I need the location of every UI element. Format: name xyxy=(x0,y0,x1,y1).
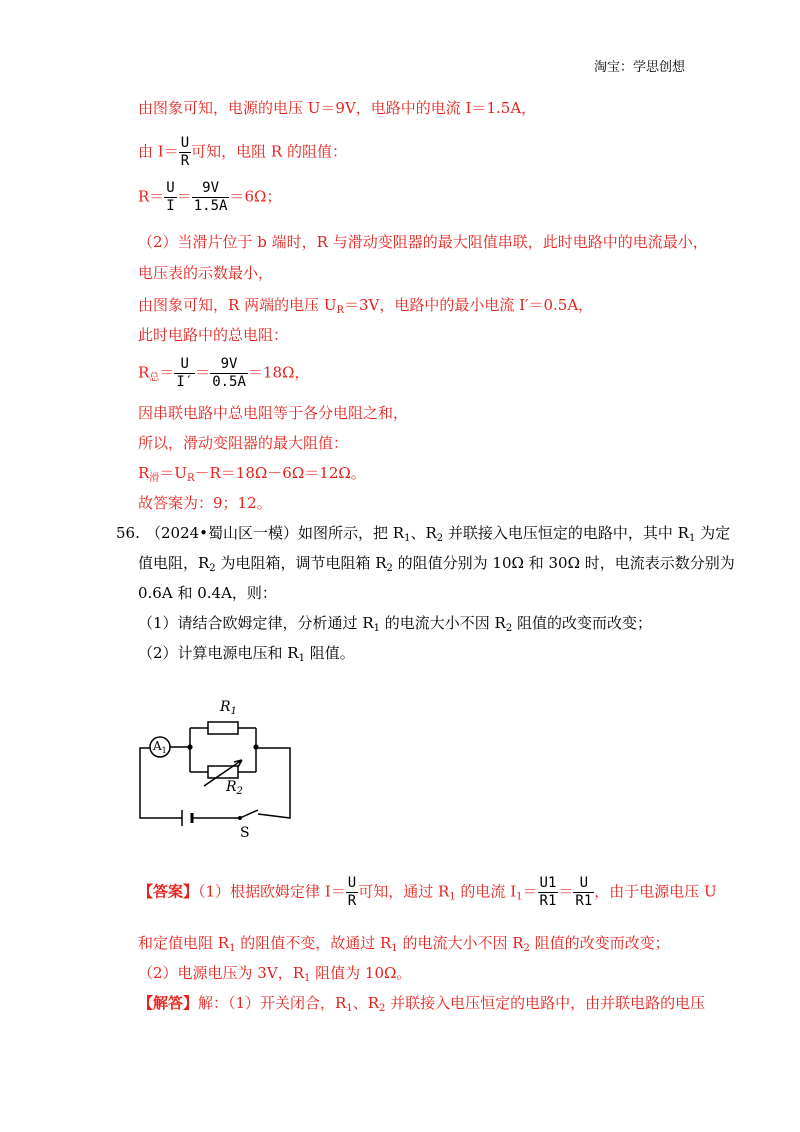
solution-line-10: 所以，滑动变阻器的最大阻值： xyxy=(138,434,349,452)
question-line-5: （2）计算电源电压和 $R_1$ 阻值。 xyxy=(138,644,355,664)
solution-line-2: 由 I＝ $\frac{U}{R}$ 可知，电阻 R 的阻值： xyxy=(138,135,347,169)
label-r1: $R_1$ xyxy=(220,699,237,717)
solution-line-9: 因串联电路中总电阻等于各分电阻之和， xyxy=(138,404,409,422)
analysis-tag: 【解答】 xyxy=(138,994,199,1012)
fraction-9v-over-0-5a: $\frac{9V}{0.5A}$ xyxy=(212,356,246,390)
answer-line-2: 和定值电阻 $R_1$ 的阻值不变，故通过 $R_1$ 的电流大小不因 $R_2$ 阻值的改变而改变； xyxy=(138,934,670,954)
answer-fraction-u-over-r: $\frac{U}{R}$ xyxy=(347,875,357,909)
question-line-4: （1）请结合欧姆定律，分析通过 $R_1$ 的电流大小不因 $R_2$ 阻值的改变而改变； xyxy=(138,614,652,634)
question-line-3: 0.6A 和 0.4A，则： xyxy=(138,584,277,602)
answer-line-3: （2）电源电压为 3V，$R_1$ 阻值为 10Ω。 xyxy=(138,964,412,984)
solution-line-7: 此时电路中的总电阻： xyxy=(138,326,289,344)
resistor-r1 xyxy=(208,722,238,734)
fraction-9v-over-1-5a: $\frac{9V}{1.5A}$ xyxy=(193,180,228,214)
question-number: 56. xyxy=(116,524,140,542)
wire-bottom-right xyxy=(256,748,290,818)
solution-line-4: （2）当滑片位于 b 端时，R 与滑动变阻器的最大阻值串联，此时电路中的电流最小， xyxy=(138,233,708,251)
solution-line-12: 故答案为：9；12。 xyxy=(138,494,272,512)
question-line-2: 值电阻，$R_2$ 为电阻箱，调节电阻箱 $R_2$ 的阻值分别为 10Ω 和 30Ω 时，电流表示数分别为 xyxy=(138,554,735,574)
solution-line-11: $R_滑=U_R-R=18\Omega-6\Omega=12\Omega$。 xyxy=(138,464,366,484)
label-ammeter: $A_1$ xyxy=(153,739,167,755)
fraction-u-over-r: $\frac{U}{R}$ xyxy=(180,135,190,169)
question-line-1: （2024•蜀山区一模）如图所示，把 $R_1$、$R_2$ 并联接入电压恒定的电路中，其中 $R_1$ 为定 xyxy=(146,524,731,544)
answer-tag: 【答案】 xyxy=(138,882,199,901)
solution-line-8: $R_总=$ $\frac{U}{I'}$ ＝ $\frac{9V}{0.5A}$ ＝18Ω， xyxy=(138,356,310,390)
header-shop-label: 淘宝：学思创想 xyxy=(594,60,686,75)
solution-line-6: 由图象可知，R 两端的电压 $U_R=3V$，电路中的最小电流 I′＝0.5A， xyxy=(138,296,594,316)
analysis-line-1: 【解答】解：（1）开关闭合，$R_1$、$R_2$ 并联接入电压恒定的电路中，由并联电路的电压 xyxy=(138,994,706,1014)
answer-fraction-u-over-r1: $\frac{U}{R1}$ xyxy=(575,875,593,909)
fraction-u-over-i: $\frac{U}{I}$ xyxy=(166,180,175,214)
label-r2: $R_2$ xyxy=(226,779,243,797)
solution-line-1: 由图象可知，电源的电压 U＝9V，电路中的电流 I＝1.5A， xyxy=(138,99,537,117)
answer-line-1: 【答案】（1）根据欧姆定律 I＝ $\frac{U}{R}$ 可知，通过 $R_1$ 的电流 $I_1=$ $\frac{U1}{R1}$ ＝ $\frac{U}{R1}$ ，由于电源电压 U xyxy=(138,875,717,909)
fraction-u-over-i-prime: $\frac{U}{I'}$ xyxy=(176,356,194,390)
switch-lever xyxy=(240,810,258,818)
label-switch: S xyxy=(240,825,250,841)
resistor-r2 xyxy=(208,766,238,778)
solution-line-3: R＝ $\frac{U}{I}$ ＝ $\frac{9V}{1.5A}$ ＝6Ω； xyxy=(138,180,282,214)
solution-line-5: 电压表的示数最小， xyxy=(138,264,274,282)
wire-left xyxy=(140,752,182,818)
answer-fraction-u1-over-r1: $\frac{U1}{R1}$ xyxy=(539,875,557,909)
